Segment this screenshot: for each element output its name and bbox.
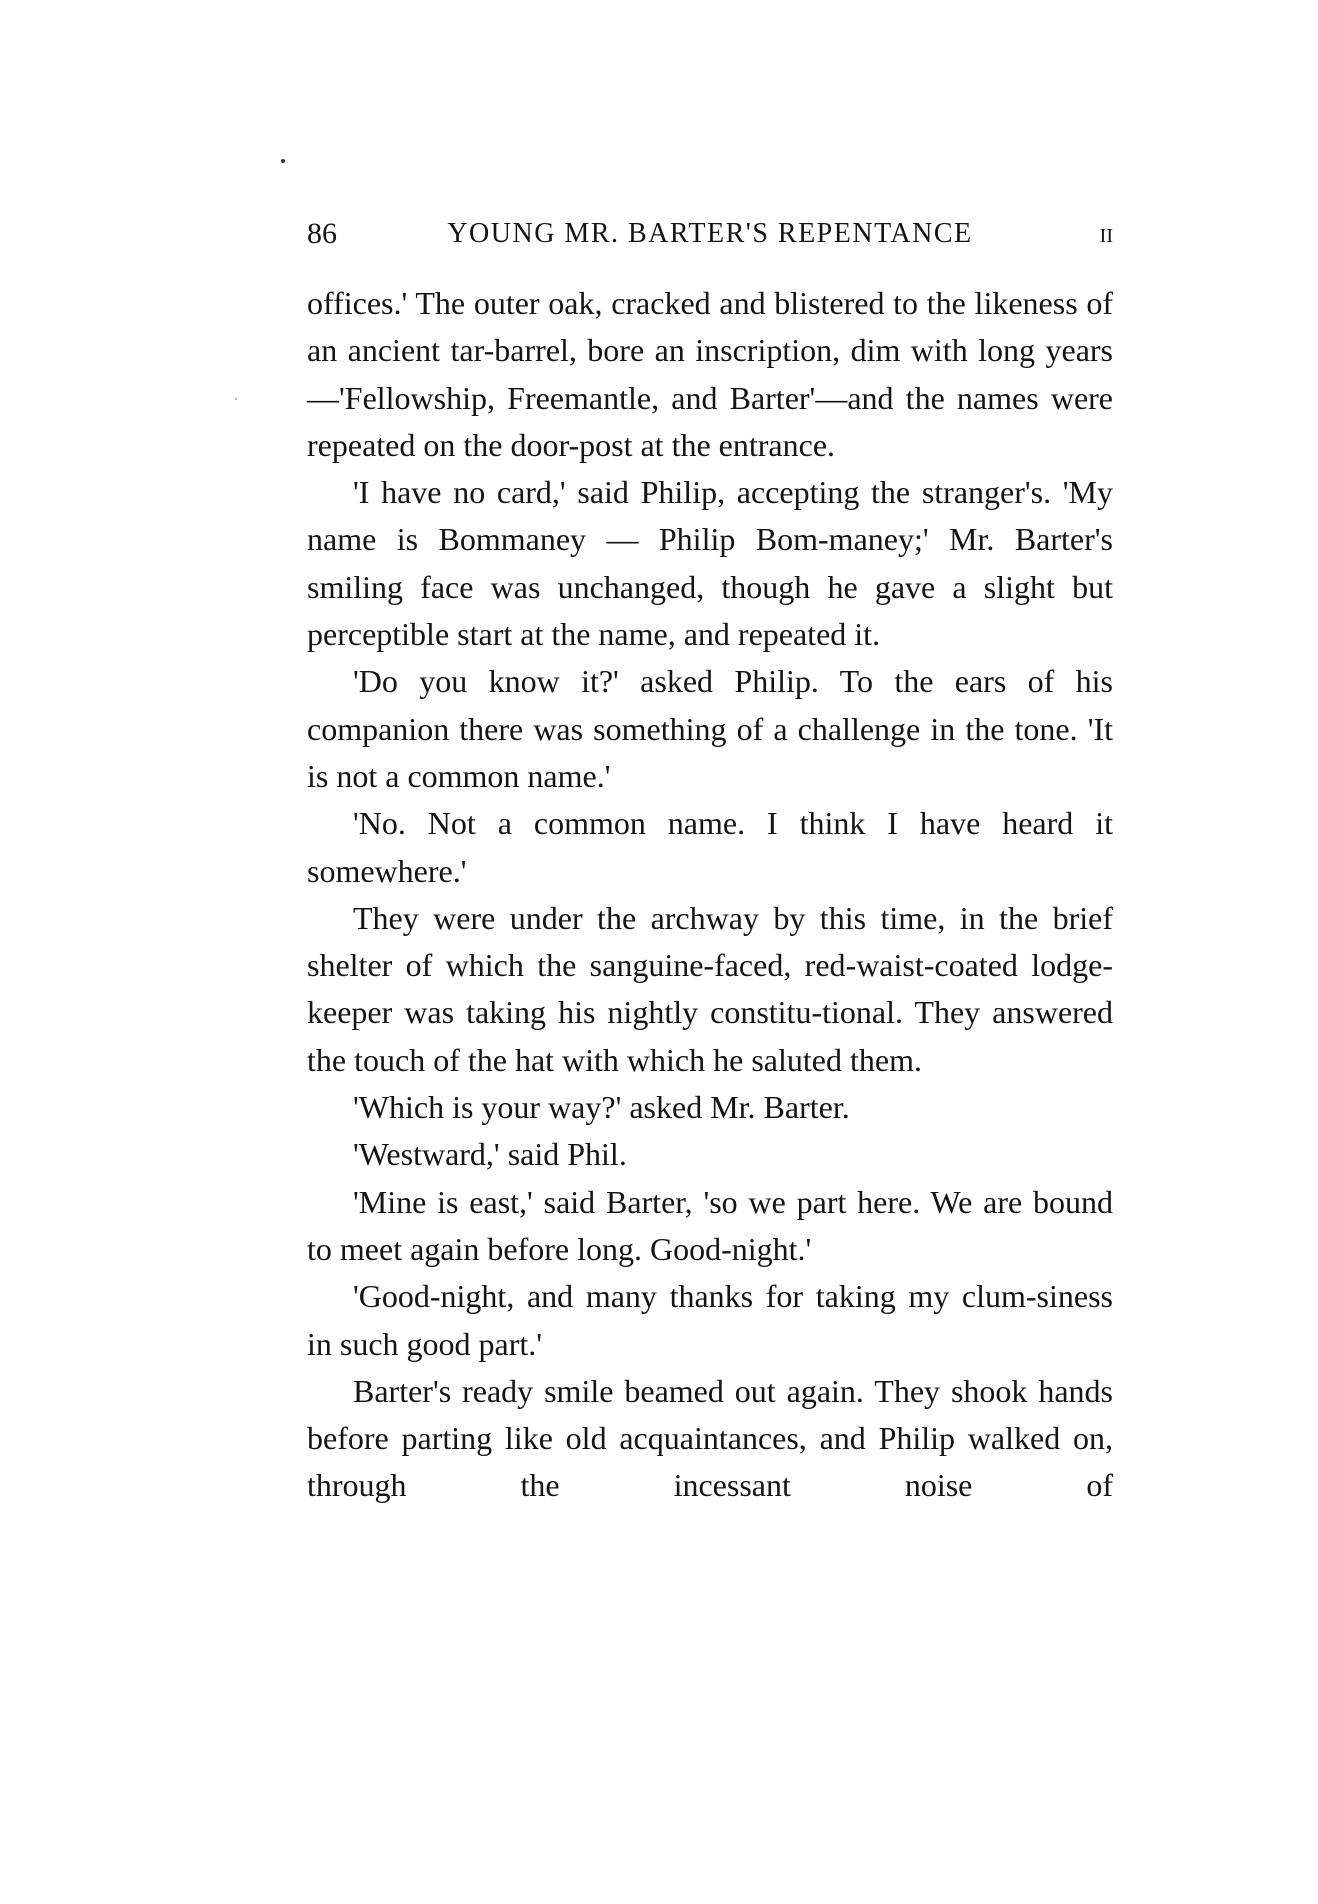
- paragraph: offices.' The outer oak, cracked and blistered to the likeness of an ancient tar-barrel, bore an inscription, dim with long years—'Fellowship, Freemantle, and Barter'—and the names were repeated on the door-post at the entrance.: [307, 285, 1113, 463]
- page-number: 86: [307, 217, 337, 250]
- paragraph: 'Westward,' said Phil.: [353, 1136, 627, 1173]
- print-speck: [235, 398, 237, 400]
- running-header: [307, 214, 1113, 254]
- running-title: YOUNG MR. BARTER'S REPENTANCE: [447, 218, 973, 249]
- paragraph: They were under the archway by this time, in the brief shelter of which the sanguine-faced, red-waist-coated lodge-keeper was taking his nightly constitu-tional. They answered the touch of the hat with which he saluted them.: [307, 899, 1113, 1078]
- chapter-numeral: II: [1099, 225, 1113, 247]
- paragraph: 'Which is your way?' asked Mr. Barter.: [353, 1089, 850, 1126]
- paragraph: 'Mine is east,' said Barter, 'so we part here. We are bound to meet again before long. Good-night.': [307, 1183, 1113, 1267]
- paragraph: Barter's ready smile beamed out again. They shook hands before parting like old acquaintances, and Philip walked on, through the incessant noise of: [307, 1372, 1113, 1504]
- paragraph: 'Good-night, and many thanks for taking my clum-siness in such good part.': [307, 1278, 1113, 1362]
- paragraph: 'Do you know it?' asked Philip. To the ears of his companion there was something of a challenge in the tone. 'It is not a common name.': [307, 663, 1113, 794]
- print-speck: [281, 159, 285, 163]
- body-text: [307, 280, 1113, 1510]
- paragraph: 'No. Not a common name. I think I have heard it somewhere.': [307, 805, 1113, 889]
- paragraph: 'I have no card,' said Philip, accepting the stranger's. 'My name is Bommaney — Philip Bom-maney;' Mr. Barter's smiling face was unchanged, though he gave a slight but perceptible start at the name, and repeated it.: [307, 474, 1113, 653]
